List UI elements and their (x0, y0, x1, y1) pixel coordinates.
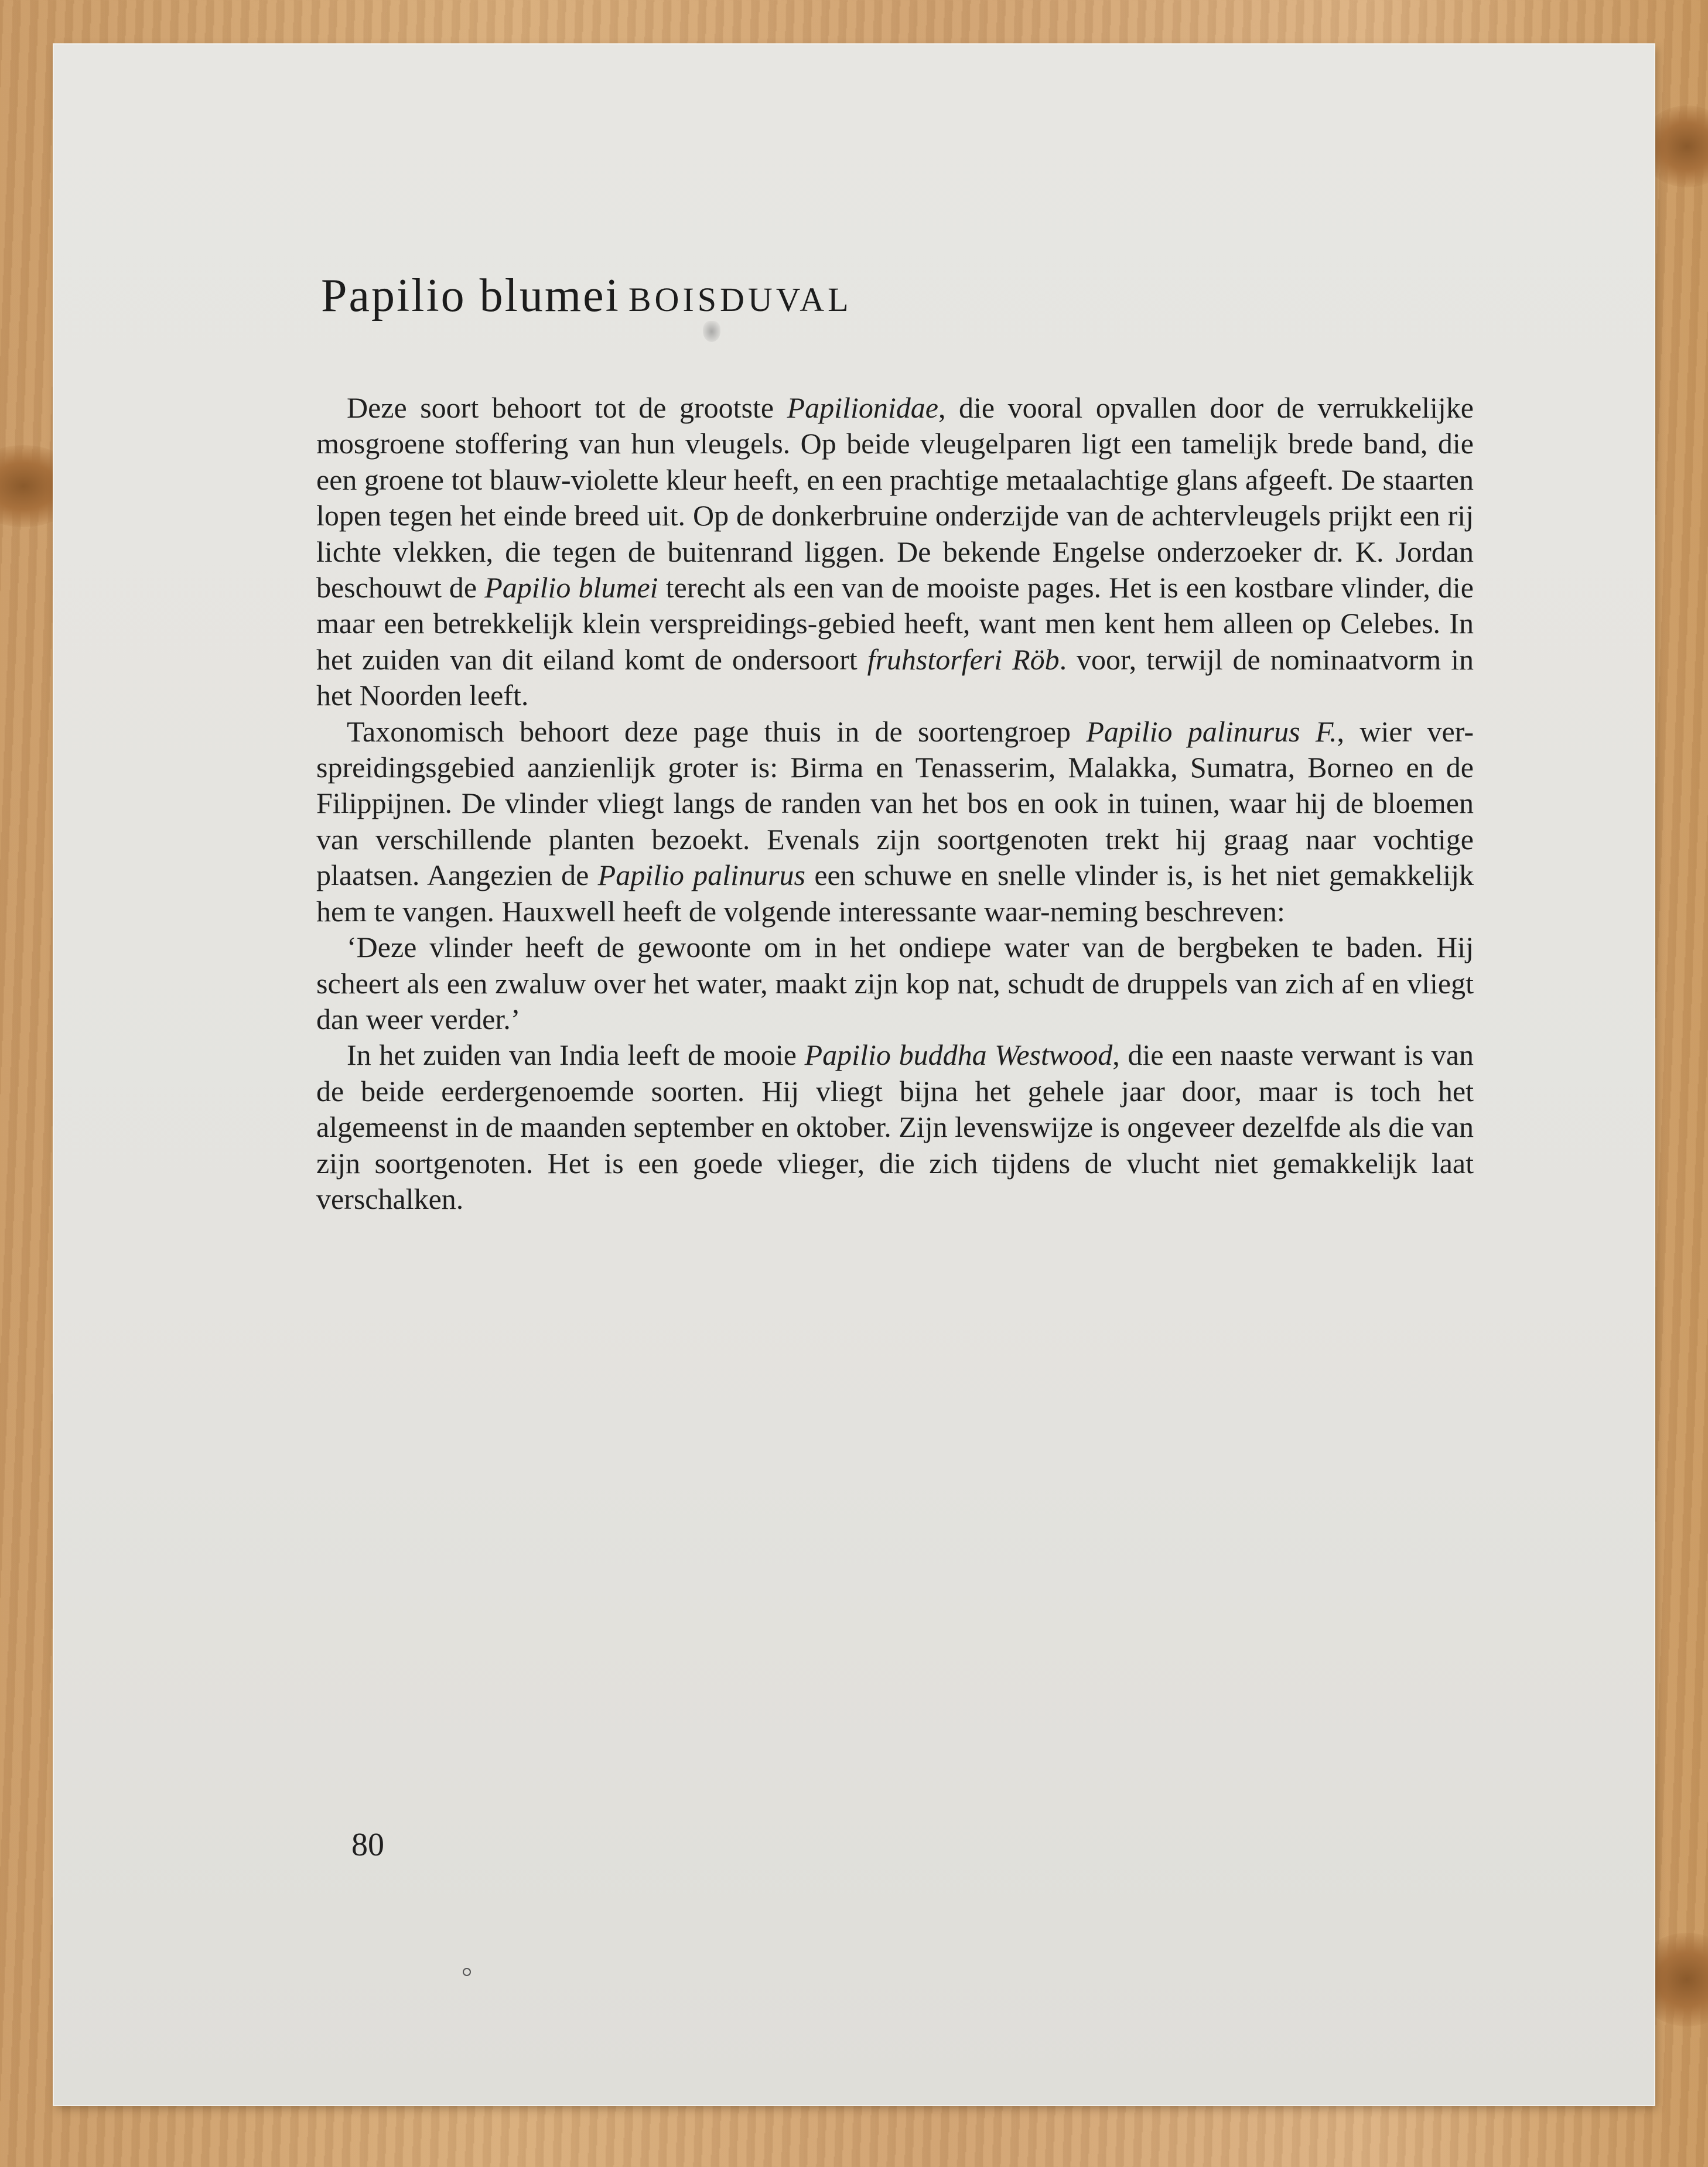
paragraph (316, 1037, 1474, 1217)
text-run: In het zuiden van India leeft de mooie (347, 1038, 805, 1072)
paragraph (316, 390, 1474, 714)
page-title (321, 269, 852, 323)
italic-term: Papilio blumei (484, 571, 658, 604)
text-run: , die vooral opvallen door de verrukkelijke mosgroene stoffering van hun vleugels. Op beide vleugelparen ligt een tamelijk brede band, die een groene tot blauw-violette kleur heeft, en een prachtige metaalachtige glans afgeeft. De staarten lopen tegen het einde breed uit. Op de donkerbruine onderzijde van de achtervleugels prijkt een rij lichte vlekken, die tegen de buitenrand liggen. De bekende Engelse onderzoeker dr. K. Jordan beschouwt de (316, 391, 1474, 604)
article-body (316, 390, 1474, 1217)
text-run: . voor, terwijl de nominaatvorm in het Noorden leeft. (316, 642, 1474, 712)
page-number: 80 (351, 1827, 384, 1863)
text-run: terecht als een van de mooiste pages. Het is een kostbare vlinder, die maar een betrekkelijk klein verspreidings-gebied heeft, want men kent hem alleen op Celebes. In het zuiden van dit eiland komt de ondersoort (316, 571, 1474, 676)
paragraph (316, 929, 1474, 1037)
title-species: Papilio blumei (321, 270, 620, 322)
text-run: Taxonomisch behoort deze page thuis in de soortengroep (347, 715, 1087, 748)
text-run: , wier ver-spreidingsgebied aanzienlijk groter is: Birma en Tenasserim, Malakka, Sumatra, Borneo en de Filippijnen. De vlinder vliegt langs de randen van het bos en ook in tuinen, waar hij de bloemen van verschillende planten bezoekt. Evenals zijn soortgenoten trekt hij graag naar vochtige plaatsen. Aangezien de (316, 715, 1474, 892)
paper-mark (463, 1968, 471, 1976)
text-run: een schuwe en snelle vlinder is, is het niet gemakkelijk hem te vangen. Hauxwell heeft de volgende interessante waar-neming beschreven: (316, 859, 1474, 928)
italic-term: Papilio palinurus (597, 859, 805, 892)
text-run: , die een naaste verwant is van de beide eerdergenoemde soorten. Hij vliegt bijna het gehele jaar door, maar is toch het algemeenst in de maanden september en oktober. Zijn levenswijze is ongeveer dezelfde als die van zijn soortgenoten. Het is een goede vlieger, die zich tijdens de vlucht niet gemakkelijk laat verschalken. (316, 1038, 1474, 1215)
italic-term: Papilionidae (787, 391, 938, 424)
ink-smudge (703, 321, 720, 342)
italic-term: Papilio buddha Westwood (804, 1038, 1113, 1072)
title-author: BOISDUVAL (628, 281, 852, 319)
text-run: ‘Deze vlinder heeft de gewoonte om in het ondiepe water van de bergbeken te baden. Hij scheert als een zwaluw over het water, maakt zijn kop nat, schudt de druppels van zich af en vliegt dan weer verder.’ (316, 931, 1474, 1035)
italic-term: fruhstorferi Röb (867, 642, 1060, 676)
italic-term: Papilio palinurus F. (1086, 715, 1337, 748)
paragraph (316, 714, 1474, 929)
text-run: Deze soort behoort tot de grootste (347, 391, 787, 424)
